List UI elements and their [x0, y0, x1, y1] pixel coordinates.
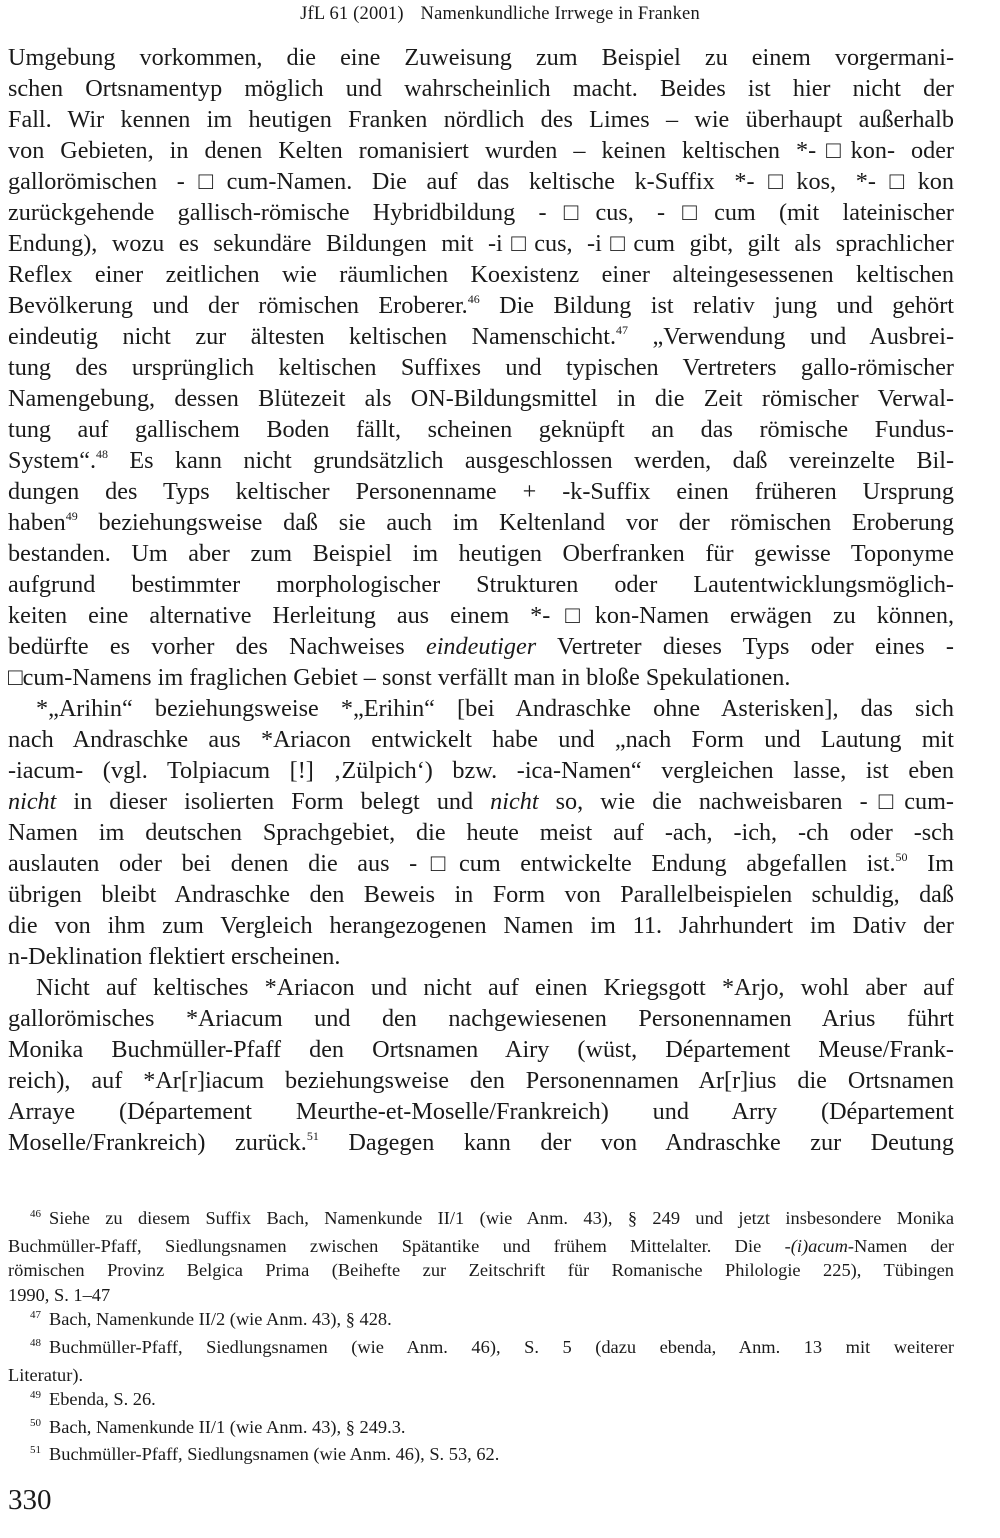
- footnote-47: $^{47}$ Bach, Namenkunde II/2 (wie Anm. 43), § 428.: [30, 1309, 392, 1330]
- text-line: gallorömisches *Ariacum und den nachgewiesenen Personennamen Arius führt: [8, 1005, 954, 1032]
- text-line: reich), auf *Ar[r]iacum beziehungsweise den Personennamen Ar[r]ius die Ortsnamen: [8, 1067, 954, 1094]
- text-line: keiten eine alternative Herleitung aus einem *-□kon-Namen erwägen zu können,: [8, 602, 954, 629]
- text-line: bedürfte es vorher des Nachweises eindeutiger Vertreter dieses Typs oder eines -: [8, 633, 954, 660]
- text-line: auslauten oder bei denen die aus -□cum entwickelte Endung abgefallen ist.$^{50}$ Im: [8, 850, 954, 877]
- main-text: [8, 42, 954, 1158]
- text-line: tung auf gallischem Boden fällt, scheinen geknüpft an das römische Fundus-: [8, 416, 954, 443]
- footnote-number: 47: [30, 1309, 41, 1322]
- text-line: dungen des Typs keltischer Personenname + -k-Suffix einen früheren Ursprung: [8, 478, 954, 505]
- text-line: Namen im deutschen Sprachgebiet, die heute meist auf -ach, -ich, -ch oder -sch: [8, 819, 954, 846]
- footnote-ref[interactable]: 46: [467, 292, 480, 306]
- footnote-number: 46: [30, 1208, 41, 1220]
- journal-ref: JfL 61 (2001): [300, 4, 404, 24]
- footnote-ref[interactable]: 49: [65, 509, 78, 523]
- text-line: nicht in dieser isolierten Form belegt und nicht so, wie die nachweisbaren -□cum-: [8, 788, 954, 815]
- footnote-number: 48: [30, 1336, 41, 1349]
- text-line: Umgebung vorkommen, die eine Zuweisung zum Beispiel zu einem vorgermani-: [8, 44, 954, 71]
- footnote-number: 51: [30, 1444, 41, 1457]
- text-line: eindeutig nicht zur ältesten keltischen Namenschicht.$^{47}$ „Verwendung und Ausbrei-: [8, 323, 955, 350]
- text-line: System“.$^{48}$ Es kann nicht grundsätzlich ausgeschlossen werden, daß vereinzelte Bil-: [8, 447, 954, 474]
- footnote-51: $^{51}$ Buchmüller-Pfaff, Siedlungsnamen (wie Anm. 46), S. 53, 62.: [30, 1444, 500, 1465]
- footnotes: [8, 1206, 954, 1470]
- text-line: Monika Buchmüller-Pfaff den Ortsnamen Airy (wüst, Département Meuse/Frank-: [8, 1036, 954, 1063]
- text-line: gallorömischen -□cum-Namen. Die auf das keltische k-Suffix *-□kos, *-□kon: [8, 168, 954, 195]
- footnote-number: 49: [30, 1389, 41, 1402]
- text-line: zurückgehende gallisch-römische Hybridbildung -□cus, -□cum (mit lateinischer: [8, 199, 954, 226]
- text-line: *„Arihin“ beziehungsweise *„Erihin“ [bei Andraschke ohne Asterisken], das sich: [36, 695, 954, 722]
- footnote-ref[interactable]: 50: [895, 850, 908, 864]
- footnote-46: $^{46}$ Siehe zu diesem Suffix Bach, Namenkunde II/1 (wie Anm. 43), § 249 und jetzt insbesondere Monika Buchmüller-Pfaff, Siedlungsnamen zwischen Spätantike und frühem Mittelalter. Die -(i)acum-Namen der römischen Provinz Belgica Prima (Beihefte zur Zeitschrift für Romanische Philologie 225), Tübingen 1990, S. 1–47: [8, 1208, 954, 1305]
- text-line: Fall. Wir kennen im heutigen Franken nördlich des Limes – wie überhaupt außerhalb: [8, 106, 954, 133]
- footnote-number: 50: [30, 1416, 41, 1429]
- text-line: Nicht auf keltisches *Ariacon und nicht auf einen Kriegsgott *Arjo, wohl aber auf: [36, 974, 954, 1001]
- text-line: von Gebieten, in denen Kelten romanisiert wurden – keinen keltischen *-□kon- oder: [8, 137, 954, 164]
- text-line: n-Deklination flektiert erscheinen.: [8, 943, 341, 970]
- running-header: [0, 4, 1000, 25]
- footnote-50: $^{50}$ Bach, Namenkunde II/1 (wie Anm. 43), § 249.3.: [30, 1416, 406, 1437]
- text-line: Moselle/Frankreich) zurück.$^{51}$ Dagegen kann der von Andraschke zur Deutung: [8, 1129, 954, 1156]
- footnote-48: $^{48}$ Buchmüller-Pfaff, Siedlungsnamen (wie Anm. 46), S. 5 (dazu ebenda, Anm. 13 mit weiterer Literatur).: [8, 1336, 954, 1385]
- text-line: Reflex einer zeitlichen wie räumlichen Koexistenz einer alteingesessenen keltischen: [8, 261, 954, 288]
- footnote-ref[interactable]: 47: [616, 323, 628, 337]
- text-line: aufgrund bestimmter morphologischer Strukturen oder Lautentwicklungsmöglich-: [8, 571, 954, 598]
- text-line: Namengebung, dessen Blütezeit als ON-Bildungsmittel in die Zeit römischer Verwal-: [8, 385, 954, 412]
- text-line: haben$^{49}$ beziehungsweise daß sie auch im Keltenland vor der römischen Eroberung: [8, 509, 954, 536]
- text-line: -iacum- (vgl. Tolpiacum [!] ‚Zülpich‘) bzw. -ica-Namen“ vergleichen lasse, ist eben: [8, 757, 954, 784]
- text-line: die von ihm zum Vergleich herangezogenen Namen im 11. Jahrhundert im Dativ der: [8, 912, 954, 939]
- text-line: Bevölkerung und der römischen Eroberer.$^{46}$ Die Bildung ist relativ jung und gehört: [8, 292, 955, 319]
- page-number: 330: [8, 1484, 52, 1516]
- footnote-ref[interactable]: 48: [96, 447, 109, 461]
- text-line: Endung), wozu es sekundäre Bildungen mit -i□cus, -i□cum gibt, gilt als sprachlicher: [8, 230, 954, 257]
- text-line: tung des ursprünglich keltischen Suffixes und typischen Vertreters gallo-römischer: [8, 354, 954, 381]
- footnote-ref[interactable]: 51: [306, 1129, 319, 1143]
- text-line: □cum-Namens im fraglichen Gebiet – sonst verfällt man in bloße Spekulationen.: [8, 664, 791, 691]
- text-line: übrigen bleibt Andraschke den Beweis in Form von Parallelbeispielen schuldig, daß: [8, 881, 954, 908]
- text-line: nach Andraschke aus *Ariacon entwickelt habe und „nach Form und Lautung mit: [8, 726, 954, 753]
- text-line: Arraye (Département Meurthe-et-Moselle/Frankreich) und Arry (Département: [8, 1098, 954, 1125]
- article-title: Namenkundliche Irrwege in Franken: [420, 4, 700, 24]
- text-line: bestanden. Um aber zum Beispiel im heutigen Oberfranken für gewisse Toponyme: [8, 540, 954, 567]
- footnote-49: $^{49}$ Ebenda, S. 26.: [30, 1389, 156, 1410]
- text-line: schen Ortsnamentyp möglich und wahrscheinlich macht. Beides ist hier nicht der: [8, 75, 954, 102]
